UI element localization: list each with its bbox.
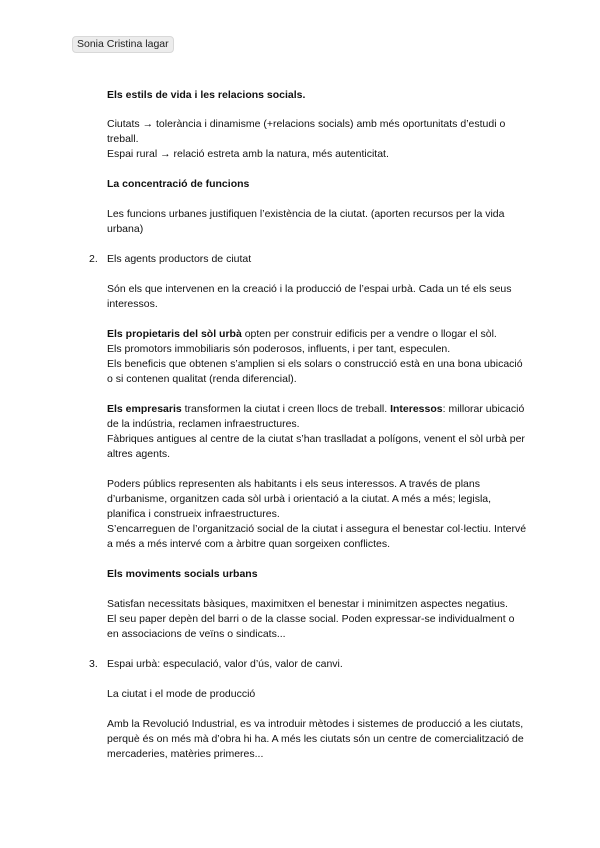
bold-owners: Els propietaris del sòl urbà	[107, 328, 242, 340]
bold-entrepreneurs: Els empresaris	[107, 403, 182, 415]
paragraph-movements-2: El seu paper depèn del barri o de la classe social. Poden expressar-se individualment o en associacions de veïns o sindicats...	[107, 613, 515, 640]
list-item-agents	[89, 252, 527, 267]
paragraph-factories: Fàbriques antigues al centre de la ciutat s’han traslladat a polígons, venent el sòl urbà per altres agents.	[107, 433, 525, 460]
paragraph-public-powers: Poders públics representen als habitants i els seus interessos. A través de plans d’urbanisme, organitzen cada sòl urbà i orientació a la ciutat. A més a més; legisla, planifica i construeix infraestructures.	[107, 478, 492, 520]
paragraph-rural: Espai rural → relació estreta amb la natura, més autenticitat.	[107, 148, 389, 160]
section-title-functions: La concentració de funcions	[107, 178, 250, 190]
paragraph-promoters: Els promotors immobiliaris són poderosos, influents, i per tant, especulen.	[107, 343, 451, 355]
list-number: 2.	[89, 253, 98, 265]
bold-interests: Interessos	[390, 403, 443, 415]
entrepreneurs-text: transformen la ciutat i creen llocs de treball.	[181, 403, 391, 415]
paragraph-industrial-revolution: Amb la Revolució Industrial, es va introduir mètodes i sistemes de producció a les ciutats, perquè és on més mà d’obra hi ha. A més les ciutats són un centre de comercialització de mercaderies, matèries primeres...	[107, 718, 524, 760]
paragraph-entrepreneurs	[107, 402, 527, 432]
owners-text: opten per construir edificis per a vendre o llogar el sòl.	[241, 328, 497, 340]
paragraph-movements-1: Satisfan necessitats bàsiques, maximitxen el benestar i minimitzen aspectes negatius.	[107, 598, 508, 610]
interests-text: : millorar ubicació de la indústria, reclamen infraestructures.	[107, 403, 525, 430]
paragraph-social-organization: S’encarreguen de l’organització social de la ciutat i assegura el benestar col·lectiu. Intervé a més a més intervé com a àrbitre quan sorgeixen conflictes.	[107, 523, 527, 550]
section-title-lifestyles: Els estils de vida i les relacions socials.	[107, 89, 306, 101]
document-body	[89, 88, 527, 762]
subheading-city-production: La ciutat i el mode de producció	[107, 688, 256, 700]
paragraph-functions: Les funcions urbanes justifiquen l’existència de la ciutat. (aporten recursos per la vida urbana)	[107, 208, 505, 235]
list-item-title: Els agents productors de ciutat	[107, 253, 252, 265]
paragraph-benefits: Els beneficis que obtenen s’amplien si els solars o construcció està en una bona ubicació o si contenen qualitat (renda diferencial).	[107, 358, 523, 385]
paragraph-agents-intro: Són els que intervenen en la creació i la producció de l’espai urbà. Cada un té els seus interessos.	[107, 283, 512, 310]
paragraph-cities: Ciutats → tolerància i dinamisme (+relacions socials) amb més oportunitats d’estudi o treball.	[107, 118, 506, 145]
author-tag: Sonia Cristina lagar	[72, 36, 174, 53]
list-item-title: Espai urbà: especulació, valor d’ús, valor de canvi.	[107, 658, 343, 670]
list-number: 3.	[89, 658, 98, 670]
list-item-urban-space	[89, 657, 527, 672]
paragraph-owners	[107, 327, 527, 342]
section-title-movements: Els moviments socials urbans	[107, 568, 258, 580]
